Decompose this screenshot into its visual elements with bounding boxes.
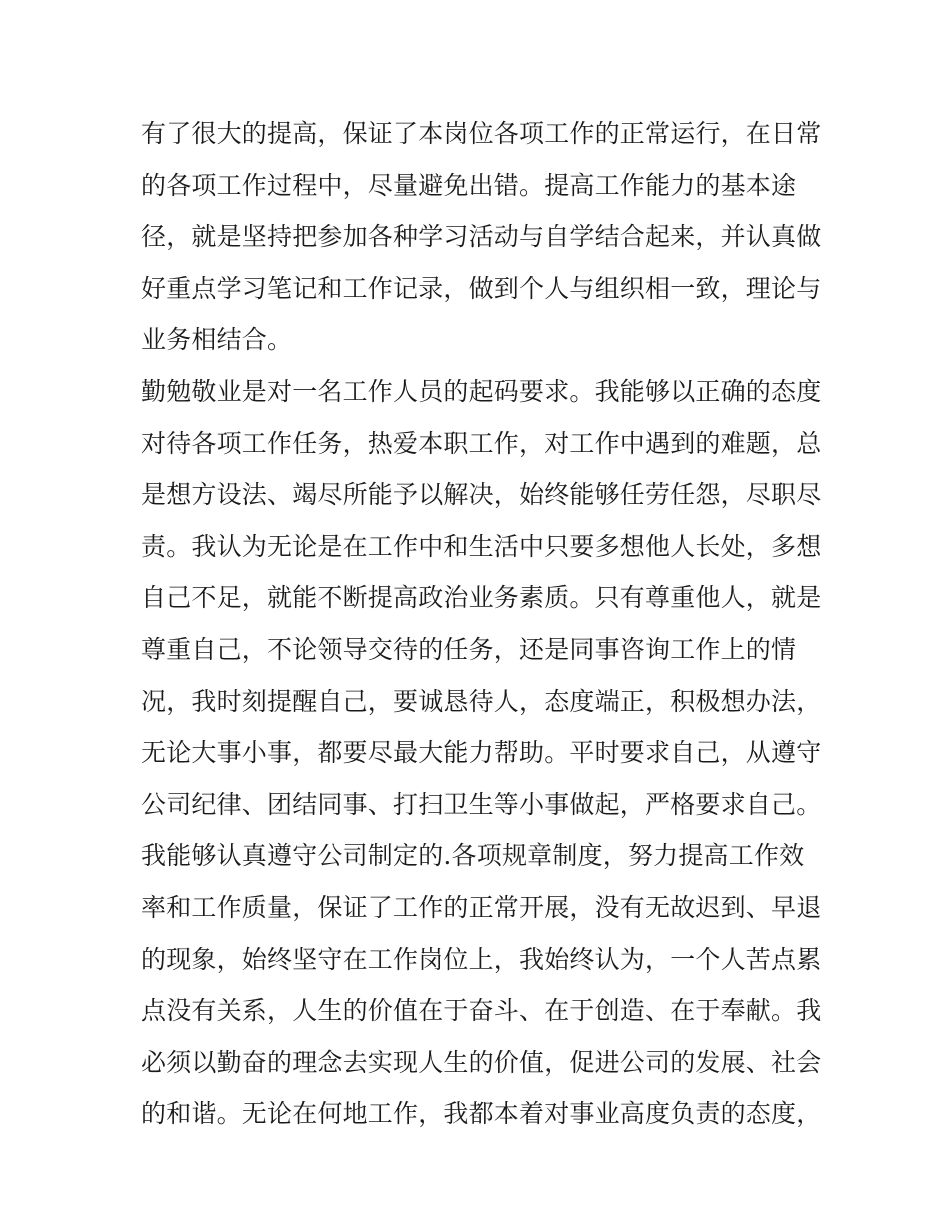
text-line: 无论大事小事，都要尽最大能力帮助。平时要求自己，从遵守 — [141, 738, 822, 768]
text-line: 勤勉敬业是对一名工作人员的起码要求。我能够以正确的态度 — [141, 376, 822, 406]
text-line: 好重点学习笔记和工作记录，做到个人与组织相一致，理论与 — [141, 273, 822, 303]
text-line: 况，我时刻提醒自己，要诚恳待人，态度端正，积极想办法， — [141, 686, 822, 716]
text-line: 的和谐。无论在何地工作，我都本着对事业高度负责的态度， — [141, 1099, 822, 1129]
text-line: 业务相结合。 — [141, 325, 293, 355]
text-line: 对待各项工作任务，热爱本职工作，对工作中遇到的难题，总 — [141, 428, 822, 458]
body-text — [141, 108, 821, 1140]
text-line: 必须以勤奋的理念去实现人生的价值，促进公司的发展、社会 — [141, 1047, 822, 1077]
text-line: 责。我认为无论是在工作中和生活中只要多想他人长处，多想 — [141, 531, 822, 561]
text-line: 径，就是坚持把参加各种学习活动与自学结合起来，并认真做 — [141, 222, 822, 252]
text-line: 率和工作质量，保证了工作的正常开展，没有无故迟到、早退 — [141, 892, 822, 922]
text-line: 自己不足，就能不断提高政治业务素质。只有尊重他人，就是 — [141, 583, 822, 613]
text-line: 我能够认真遵守公司制定的.各项规章制度，努力提高工作效 — [141, 841, 805, 871]
text-line: 尊重自己，不论领导交待的任务，还是同事咨询工作上的情 — [141, 634, 797, 664]
text-line: 的现象，始终坚守在工作岗位上，我始终认为，一个人苦点累 — [141, 944, 822, 974]
text-line: 的各项工作过程中，尽量避免出错。提高工作能力的基本途 — [141, 170, 797, 200]
text-line: 是想方设法、竭尽所能予以解决，始终能够任劳任怨，尽职尽 — [141, 480, 822, 510]
text-line: 点没有关系，人生的价值在于奋斗、在于创造、在于奉献。我 — [141, 996, 822, 1026]
text-line: 公司纪律、团结同事、打扫卫生等小事做起，严格要求自己。 — [141, 789, 822, 819]
text-line: 有了很大的提高，保证了本岗位各项工作的正常运行，在日常 — [141, 119, 822, 148]
